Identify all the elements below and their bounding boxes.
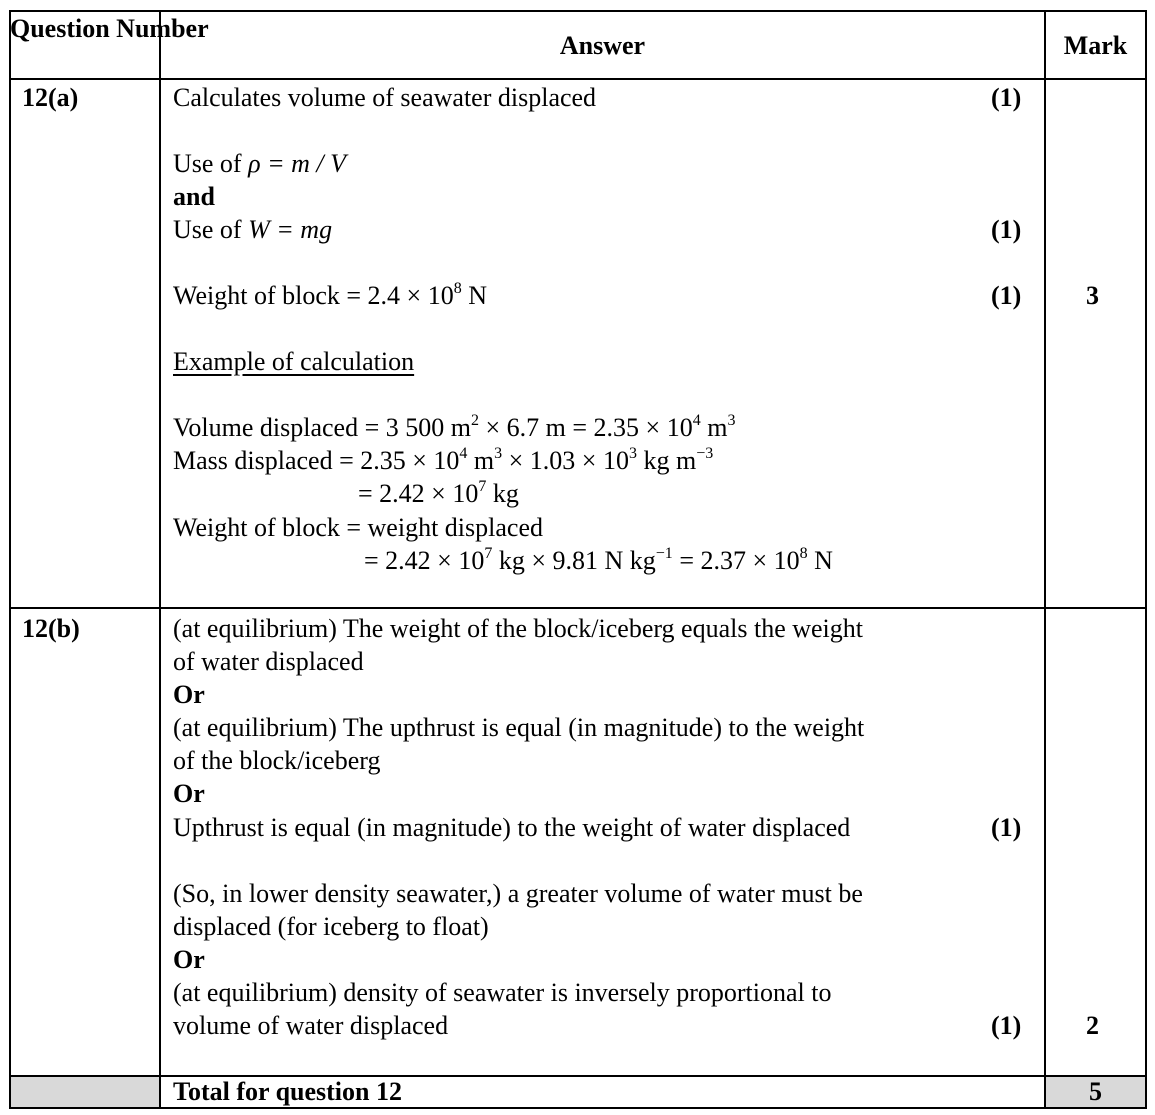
q12b-line: (at equilibrium) density of seawater is inversely proportional to bbox=[173, 978, 832, 1007]
q12b-or: Or bbox=[173, 945, 205, 974]
q12a-weight-equals: Weight of block = weight displaced bbox=[173, 513, 543, 542]
header-answer: Answer bbox=[559, 31, 646, 60]
q12a-use-rho: Use of ρ = m / V bbox=[173, 149, 346, 178]
header-question-number: Question Number bbox=[10, 14, 209, 43]
q12b-line: (at equilibrium) The weight of the block/iceberg equals the weight bbox=[173, 614, 864, 643]
q12a-mass-result: = $2.42 \times 10^7$ kg bbox=[358, 478, 519, 508]
total-mark: 5 bbox=[1089, 1077, 1102, 1106]
q12b-line: Upthrust is equal (in magnitude) to the weight of water displaced bbox=[173, 813, 851, 842]
q12a-example-heading: Example of calculation bbox=[173, 347, 415, 376]
w-formula: W = mg bbox=[248, 215, 333, 244]
total-label: Total for question 12 bbox=[173, 1077, 402, 1106]
q12b-line: (at equilibrium) The upthrust is equal (in magnitude) to the weight bbox=[173, 713, 865, 742]
rho-formula: ρ = m / V bbox=[248, 149, 346, 178]
q12b-line: displaced (for iceberg to float) bbox=[173, 912, 489, 941]
q12b-line: volume of water displaced bbox=[173, 1011, 449, 1040]
q12a-volume-displaced: Volume displaced = 3 500 $m^2 \times 6.7$ $m = 2.35 \times 10^4$ $m^3$ bbox=[173, 412, 736, 442]
q12a-number: 12(a) bbox=[22, 83, 79, 112]
q12a-weight-result: = $2.42 \times 10^7$ kg × 9.81 N $kg^{-1} = 2.37 \times 10^8$ N bbox=[364, 545, 833, 575]
q12a-line-volume: Calculates volume of seawater displaced bbox=[173, 83, 597, 112]
q12a-mark-3: (1) bbox=[991, 281, 1022, 310]
q12a-mark-2: (1) bbox=[991, 215, 1022, 244]
q12b-mark-2: (1) bbox=[991, 1011, 1022, 1040]
q12a-use-w: Use of W = mg bbox=[173, 215, 333, 244]
q12a-total-mark: 3 bbox=[1086, 281, 1099, 310]
q12a-and: and bbox=[173, 182, 215, 211]
q12b-line: (So, in lower density seawater,) a greater volume of water must be bbox=[173, 879, 863, 908]
q12a-mark-1: (1) bbox=[991, 83, 1022, 112]
header-mark: Mark bbox=[1063, 31, 1128, 60]
q12b-line: of the block/iceberg bbox=[173, 746, 381, 775]
q12b-number: 12(b) bbox=[22, 614, 80, 643]
q12b-mark-1: (1) bbox=[991, 813, 1022, 842]
footer-shade-left bbox=[10, 1076, 160, 1108]
q12b-total-mark: 2 bbox=[1086, 1011, 1099, 1040]
q12a-mass-displaced: Mass displaced = $2.35 \times 10^4$ $m^3 \times 1.03 \times 10^3$ kg $m^{-3}$ bbox=[173, 445, 714, 475]
q12b-or: Or bbox=[173, 680, 205, 709]
q12a-weight-of-block: Weight of block = $2.4 \times 10^8$ N bbox=[173, 280, 487, 310]
q12b-or: Or bbox=[173, 779, 205, 808]
q12b-line: of water displaced bbox=[173, 647, 364, 676]
